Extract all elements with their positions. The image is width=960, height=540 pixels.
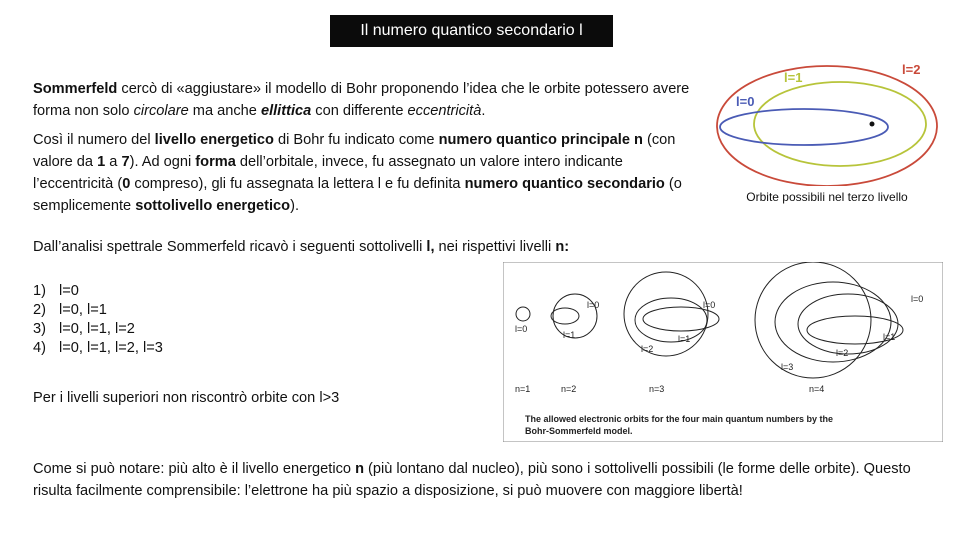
nucleus xyxy=(870,122,875,127)
label-n4-l3: l=3 xyxy=(781,362,794,372)
label-l1: l=1 xyxy=(784,70,803,85)
label-l2: l=2 xyxy=(902,62,921,77)
label-n1-l0: l=0 xyxy=(515,324,528,334)
label-n2-l0: l=0 xyxy=(587,300,600,310)
label-n1: n=1 xyxy=(515,384,531,394)
slide-title: Il numero quantico secondario l xyxy=(330,15,613,47)
label-l0: l=0 xyxy=(736,94,755,109)
third-level-orbits-figure xyxy=(712,56,942,186)
label-n3: n=3 xyxy=(649,384,665,394)
label-n4-l2: l=2 xyxy=(836,348,849,358)
label-n2: n=2 xyxy=(561,384,577,394)
label-n3-l2: l=2 xyxy=(641,344,654,354)
orbit-l1 xyxy=(754,82,926,166)
sublevels-list xyxy=(33,282,163,358)
paragraph-quantum-numbers: Così il numero del livello energetico di Bohr fu indicato come numero quantico principale n (con valore da 1 a 7). Ad ogni forma dell’orbitale, invece, fu assegnato un valore intero indicante l’eccentricità (0 compreso), gli fu assegnata la lettera l e fu definita numero quantico secondario (o semplicemente sottolivello energetico). xyxy=(33,132,682,214)
orbit-l0 xyxy=(720,109,888,145)
figure-caption: Orbite possibili nel terzo livello xyxy=(746,190,908,204)
bohr-sommerfeld-orbits-figure xyxy=(503,262,943,442)
label-n3-l0: l=0 xyxy=(703,300,716,310)
label-n4-l0: l=0 xyxy=(911,294,924,304)
paragraph-sommerfeld: Sommerfeld cercò di «aggiustare» il modello di Bohr proponendo l’idea che le orbite potessero avere forma non solo circolare ma anche ellittica con differente eccentricità. xyxy=(33,81,690,119)
paragraph-higher-levels: Per i livelli superiori non riscontrò orbite con l>3 xyxy=(33,390,340,406)
paragraph-spectral-analysis: Dall’analisi spettrale Sommerfeld ricavò i seguenti sottolivelli l, nei rispettivi livelli n: xyxy=(33,239,570,255)
list-item: 4) l=0, l=1, l=2, l=3 xyxy=(33,340,163,356)
list-item: 2) l=0, l=1 xyxy=(33,302,107,318)
label-n4: n=4 xyxy=(809,384,825,394)
fig2-caption-line1: The allowed electronic orbits for the four main quantum numbers by the xyxy=(525,414,834,424)
paragraph-conclusion: Come si può notare: più alto è il livello energetico n (più lontano dal nucleo), più sono i sottolivelli possibili (le forme delle orbite). Questo risulta facilmente comprensibile: l’elettrone ha più spazio a disposizione, si può muovere con maggiore libertà! xyxy=(33,461,911,499)
fig2-caption-line2: Bohr-Sommerfeld model. xyxy=(525,426,633,436)
label-n4-l1: l=1 xyxy=(883,332,896,342)
list-item: 3) l=0, l=1, l=2 xyxy=(33,321,135,337)
list-item: 1) l=0 xyxy=(33,283,79,299)
orbit-l2 xyxy=(717,66,937,186)
label-n2-l1: l=1 xyxy=(563,330,576,340)
label-n3-l1: l=1 xyxy=(678,334,691,344)
